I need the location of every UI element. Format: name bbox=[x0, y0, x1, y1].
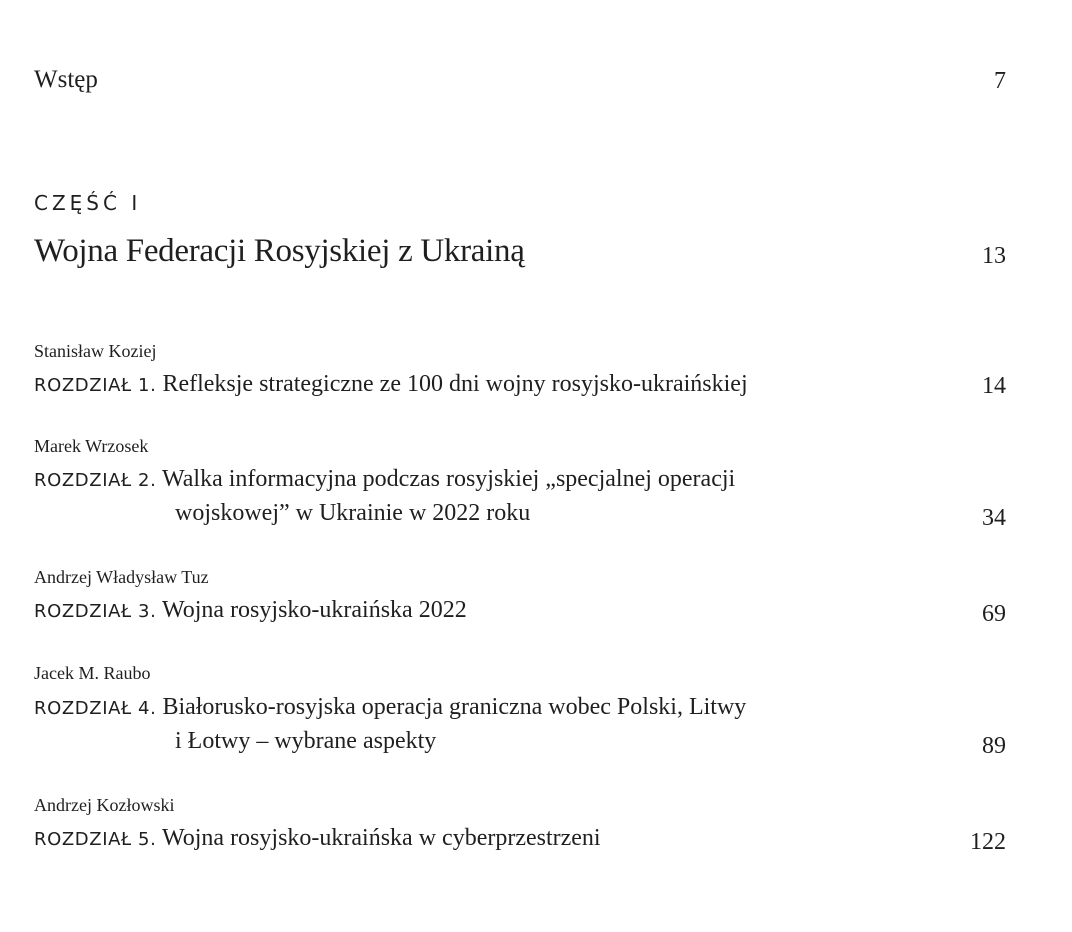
chapter-title: Białorusko-rosyjska operacja graniczna wobec Polski, Litwy bbox=[162, 694, 747, 720]
part-title: Wojna Federacji Rosyjskiej z Ukrainą bbox=[34, 233, 525, 269]
part-page-number: 13 bbox=[982, 243, 1006, 269]
chapter-entry bbox=[34, 597, 467, 624]
chapter-entry bbox=[34, 825, 601, 852]
chapter-page-number: 122 bbox=[970, 829, 1006, 855]
chapter-title: Wojna rosyjsko-ukraińska 2022 bbox=[162, 597, 467, 623]
chapter-title-continuation: i Łotwy – wybrane aspekty bbox=[175, 728, 437, 754]
chapter-author: Marek Wrzosek bbox=[34, 436, 149, 456]
intro-page-number: 7 bbox=[994, 68, 1006, 94]
chapter-author: Stanisław Koziej bbox=[34, 341, 157, 361]
chapter-label: ROZDZIAŁ 4. bbox=[34, 698, 157, 719]
chapter-title: Walka informacyjna podczas rosyjskiej „specjalnej operacji bbox=[162, 466, 736, 492]
chapter-title: Wojna rosyjsko-ukraińska w cyberprzestrzeni bbox=[162, 825, 601, 851]
chapter-author: Andrzej Kozłowski bbox=[34, 795, 175, 815]
intro-title: Wstęp bbox=[34, 66, 98, 93]
chapter-entry bbox=[34, 466, 735, 493]
part-label: CZĘŚĆ I bbox=[34, 191, 142, 215]
chapter-page-number: 69 bbox=[982, 601, 1006, 627]
chapter-title: Refleksje strategiczne ze 100 dni wojny rosyjsko-ukraińskiej bbox=[162, 371, 748, 397]
chapter-page-number: 34 bbox=[982, 505, 1006, 531]
chapter-author: Andrzej Władysław Tuz bbox=[34, 567, 209, 587]
chapter-author: Jacek M. Raubo bbox=[34, 663, 151, 683]
chapter-entry bbox=[34, 371, 748, 398]
chapter-entry bbox=[34, 694, 746, 721]
chapter-page-number: 14 bbox=[982, 373, 1006, 399]
chapter-label: ROZDZIAŁ 5. bbox=[34, 829, 157, 850]
chapter-page-number: 89 bbox=[982, 733, 1006, 759]
chapter-label: ROZDZIAŁ 1. bbox=[34, 375, 157, 396]
chapter-title-continuation: wojskowej” w Ukrainie w 2022 roku bbox=[175, 500, 531, 526]
chapter-label: ROZDZIAŁ 3. bbox=[34, 601, 157, 622]
chapter-label: ROZDZIAŁ 2. bbox=[34, 470, 157, 491]
